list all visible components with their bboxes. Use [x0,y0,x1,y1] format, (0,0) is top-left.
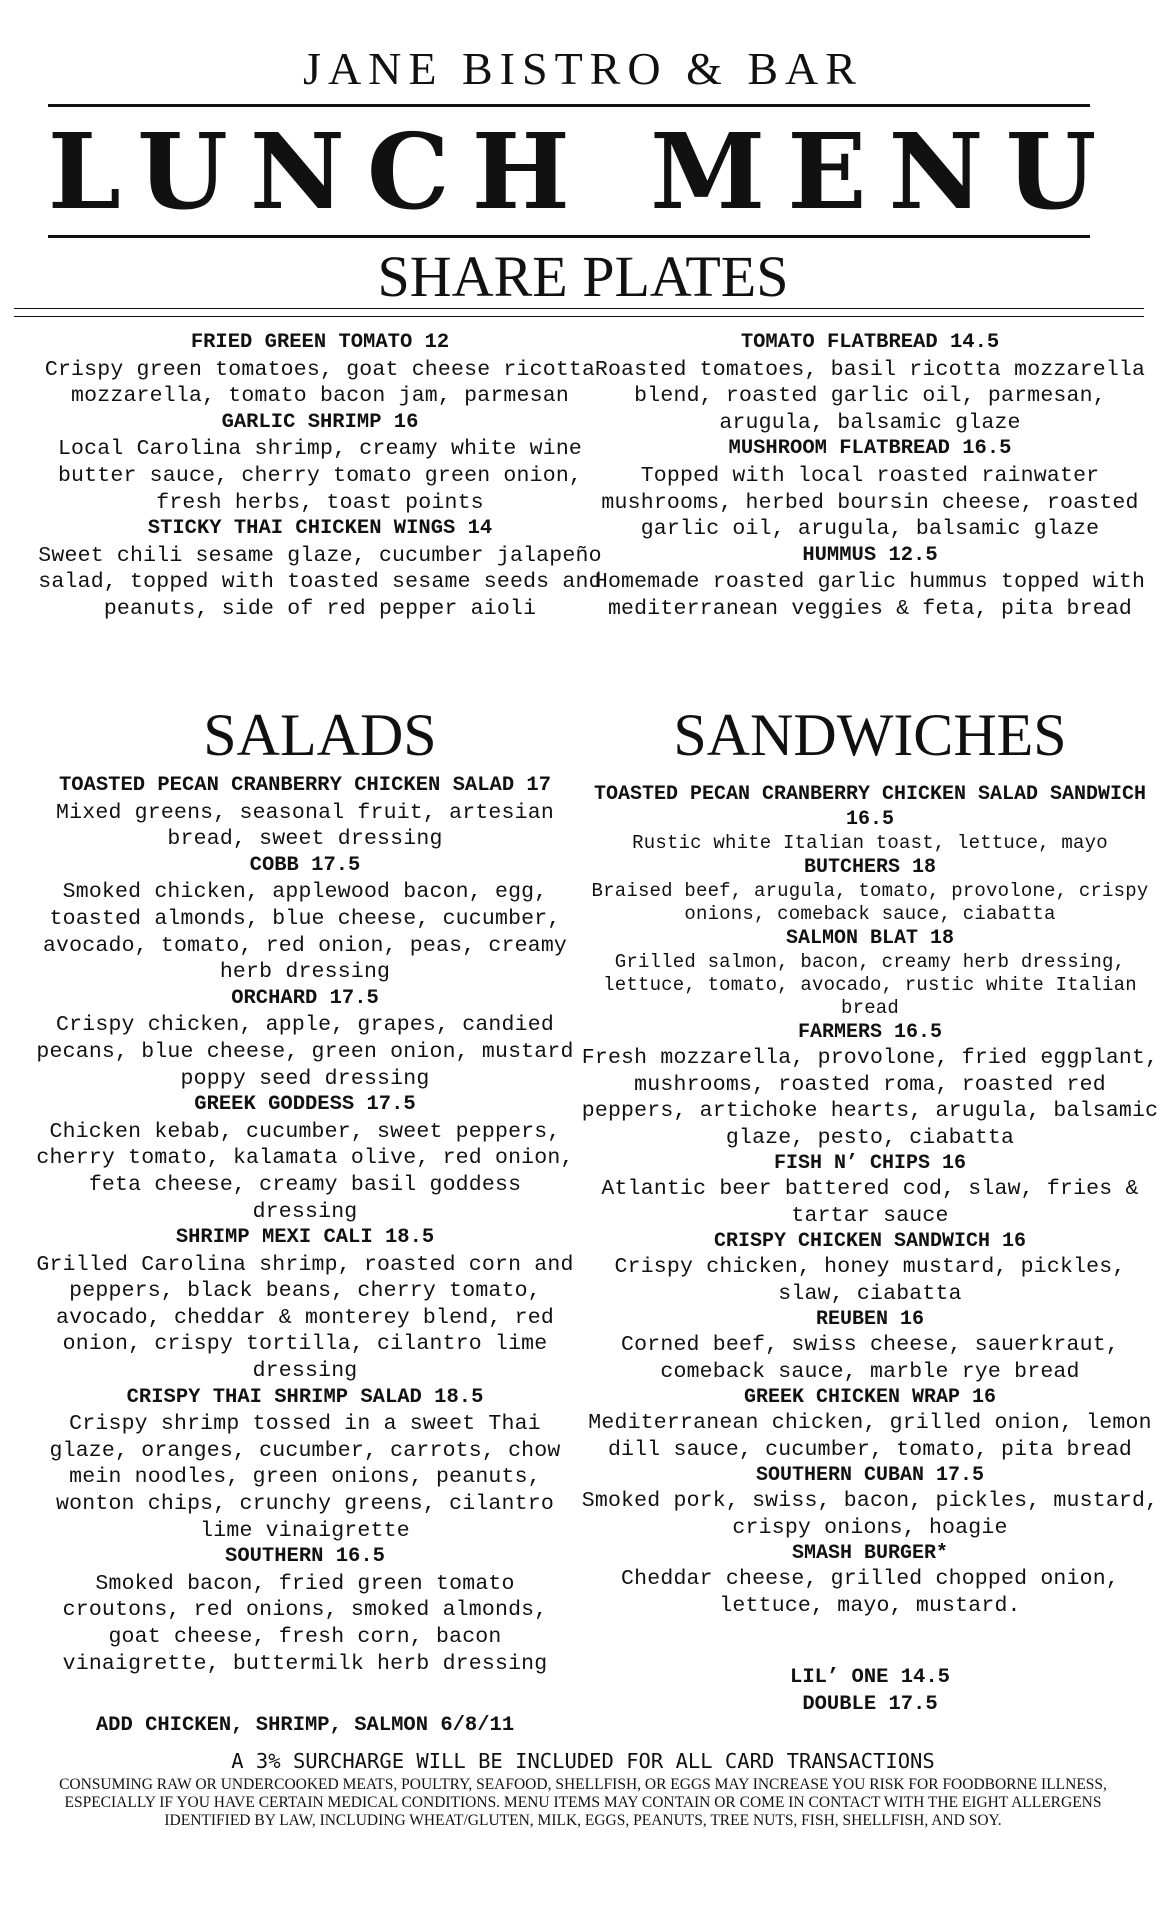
menu-item [580,436,1160,542]
menu-item-name: SOUTHERN CUBAN 17.5 [755,1464,985,1487]
menu-item [580,1307,1160,1385]
menu-item-name: FISH N’ CHIPS 16 [773,1152,967,1175]
menu-item [580,543,1160,623]
menu-item-name: CRISPY CHICKEN SANDWICH 16 [713,1230,1027,1253]
menu-item [580,1229,1160,1307]
menu-item-description: Topped with local roasted rainwater mushrooms, herbed boursin cheese, roasted garlic oil, arugula, balsamic glaze [601,463,1139,542]
menu-item [580,1541,1160,1619]
menu-item-name: CRISPY THAI SHRIMP SALAD 18.5 [126,1385,484,1409]
salads-column [30,773,580,1677]
brand-name: JANE BISTRO & BAR [303,43,863,94]
menu-item [580,330,1160,436]
menu-item-description: Crispy shrimp tossed in a sweet Thai glaze, oranges, cucumber, carrots, chow mein noodles, green onions, peanuts, wonton chips, crunchy greens, cilantro lime vinaigrette [49,1412,561,1543]
menu-item [30,410,610,516]
menu-item-description: Mediterranean chicken, grilled onion, lemon dill sauce, cucumber, tomato, pita bread [588,1411,1152,1462]
share-plates-right-column [580,330,1160,623]
menu-item-description: Cheddar cheese, grilled chopped onion, lettuce, mayo, mustard. [621,1567,1119,1618]
menu-item-description: Smoked pork, swiss, bacon, pickles, mustard, crispy onions, hoagie [581,1489,1159,1540]
menu-item-description: Crispy chicken, apple, grapes, candied pecans, blue cheese, green onion, mustard poppy seed dressing [36,1013,574,1091]
salads-add-protein: ADD CHICKEN, SHRIMP, SALMON 6/8/11 [95,1714,515,1737]
menu-item-name: ORCHARD 17.5 [231,986,379,1010]
menu-item-description: Rustic white Italian toast, lettuce, mayo [632,832,1108,854]
menu-item-name: FARMERS 16.5 [797,1021,943,1044]
menu-item-description: Roasted tomatoes, basil ricotta mozzarella blend, roasted garlic oil, parmesan, arugula, balsamic glaze [594,357,1146,435]
menu-item-description: Grilled salmon, bacon, creamy herb dressing, lettuce, tomato, avocado, rustic white Italian bread [603,951,1137,1019]
menu-item-name: SALMON BLAT 18 [785,927,955,950]
burger-options [580,1665,1160,1718]
title-rule [48,235,1090,238]
menu-item-name: GREEK GODDESS 17.5 [194,1093,416,1117]
menu-item [30,330,610,410]
top-rule [48,104,1090,107]
menu-item [580,855,1160,926]
menu-item-name: FRIED GREEN TOMATO 12 [190,331,450,354]
menu-item-name: SOUTHERN 16.5 [225,1545,385,1569]
sandwiches-column [580,782,1160,1619]
menu-item-name: COBB 17.5 [249,853,361,877]
menu-item [580,1151,1160,1229]
menu-item-name: REUBEN 16 [815,1308,925,1331]
menu-item-name: STICKY THAI CHICKEN WINGS 14 [147,517,493,541]
double-rule-top [14,308,1144,309]
menu-item-description: Homemade roasted garlic hummus topped with mediterranean veggies & feta, pita bread [594,570,1146,621]
menu-item-description: Braised beef, arugula, tomato, provolone, crispy onions, comeback sauce, ciabatta [591,880,1149,925]
menu-item [30,986,580,1092]
menu-item [30,516,610,622]
menu-item-name: BUTCHERS 18 [803,856,937,879]
menu-item-name: TOASTED PECAN CRANBERRY CHICKEN SALAD 17 [58,774,552,797]
menu-item-description: Sweet chili sesame glaze, cucumber jalapeño salad, topped with toasted sesame seeds and peanuts, side of red pepper aioli [38,543,602,621]
menu-item-name: MUSHROOM FLATBREAD 16.5 [728,437,1012,461]
menu-item [580,926,1160,1020]
menu-item [30,1544,580,1677]
menu-item-description: Smoked bacon, fried green tomato croutons, red onions, smoked almonds, goat cheese, fresh corn, bacon vinaigrette, buttermilk herb dressing [62,1571,548,1676]
share-plates-left-column [30,330,610,623]
menu-item-description: Mixed greens, seasonal fruit, artesian bread, sweet dressing [56,800,554,852]
menu-item-description: Smoked chicken, applewood bacon, egg, toasted almonds, blue cheese, cucumber, avocado, tomato, red onion, peas, creamy herb dressing [42,880,568,985]
menu-item-name: SMASH BURGER* [791,1542,949,1565]
menu-item [580,1385,1160,1463]
menu-item-name: TOMATO FLATBREAD 14.5 [740,331,1000,354]
menu-item [580,1020,1160,1151]
burger-option: LIL’ ONE 14.5 [790,1666,950,1689]
menu-item-description: Local Carolina shrimp, creamy white wine butter sauce, cherry tomato green onion, fresh herbs, toast points [57,437,583,515]
salads-heading: SALADS [203,702,437,768]
menu-item-name: TOASTED PECAN CRANBERRY CHICKEN SALAD SANDWICH 16.5 [593,783,1147,831]
share-plates-heading: SHARE PLATES [377,244,789,309]
sandwiches-heading: SANDWICHES [673,702,1067,768]
menu-item-description: Atlantic beer battered cod, slaw, fries & tartar sauce [601,1177,1139,1228]
menu-item [30,773,580,853]
burger-option: DOUBLE 17.5 [802,1692,938,1716]
menu-item-description: Crispy chicken, honey mustard, pickles, slaw, ciabatta [614,1255,1126,1306]
menu-item-name: GREEK CHICKEN WRAP 16 [743,1386,997,1409]
menu-item-description: Grilled Carolina shrimp, roasted corn and peppers, black beans, cherry tomato, avocado, cheddar & monterey blend, red onion, crispy tortilla, cilantro lime dressing [36,1252,574,1384]
menu-title: LUNCH MENU [47,110,1119,233]
menu-item [580,1463,1160,1541]
menu-item-description: Corned beef, swiss cheese, sauerkraut, comeback sauce, marble rye bread [621,1333,1119,1384]
menu-item-name: SHRIMP MEXI CALI 18.5 [175,1226,435,1250]
menu-item [30,1385,580,1545]
menu-item [30,1225,580,1385]
menu-item-name: HUMMUS 12.5 [802,543,938,567]
menu-item [30,1092,580,1225]
menu-item-name: GARLIC SHRIMP 16 [221,410,419,434]
allergen-warning: CONSUMING RAW OR UNDERCOOKED MEATS, POULTRY, SEAFOOD, SHELLFISH, OR EGGS MAY INCREASE YOU RISK FOR FOODBORNE ILLNESS, ESPECIALLY IF YOU HAVE CERTAIN MEDICAL CONDITIONS. MENU ITEMS MAY CONTAIN OR COME IN CONTACT WITH THE EIGHT ALLERGENS IDENTIFIED BY LAW, INCLUDING WHEAT/GLUTEN, MILK, EGGS, PEANUTS, TREE NUTS, FISH, SHELLFISH, AND SOY. [59,1776,1107,1829]
menu-item-description: Fresh mozzarella, provolone, fried eggplant, mushrooms, roasted roma, roasted red peppers, artichoke hearts, arugula, balsamic glaze, pesto, ciabatta [581,1046,1159,1150]
card-surcharge-notice: A 3% SURCHARGE WILL BE INCLUDED FOR ALL CARD TRANSACTIONS [231,1749,935,1773]
menu-item-description: Chicken kebab, cucumber, sweet peppers, cherry tomato, kalamata olive, red onion, feta cheese, creamy basil goddess dressing [36,1119,574,1224]
menu-item [580,782,1160,855]
double-rule-bottom [14,316,1144,317]
menu-item-description: Crispy green tomatoes, goat cheese ricotta mozzarella, tomato bacon jam, parmesan [44,357,596,409]
menu-item [30,853,580,986]
